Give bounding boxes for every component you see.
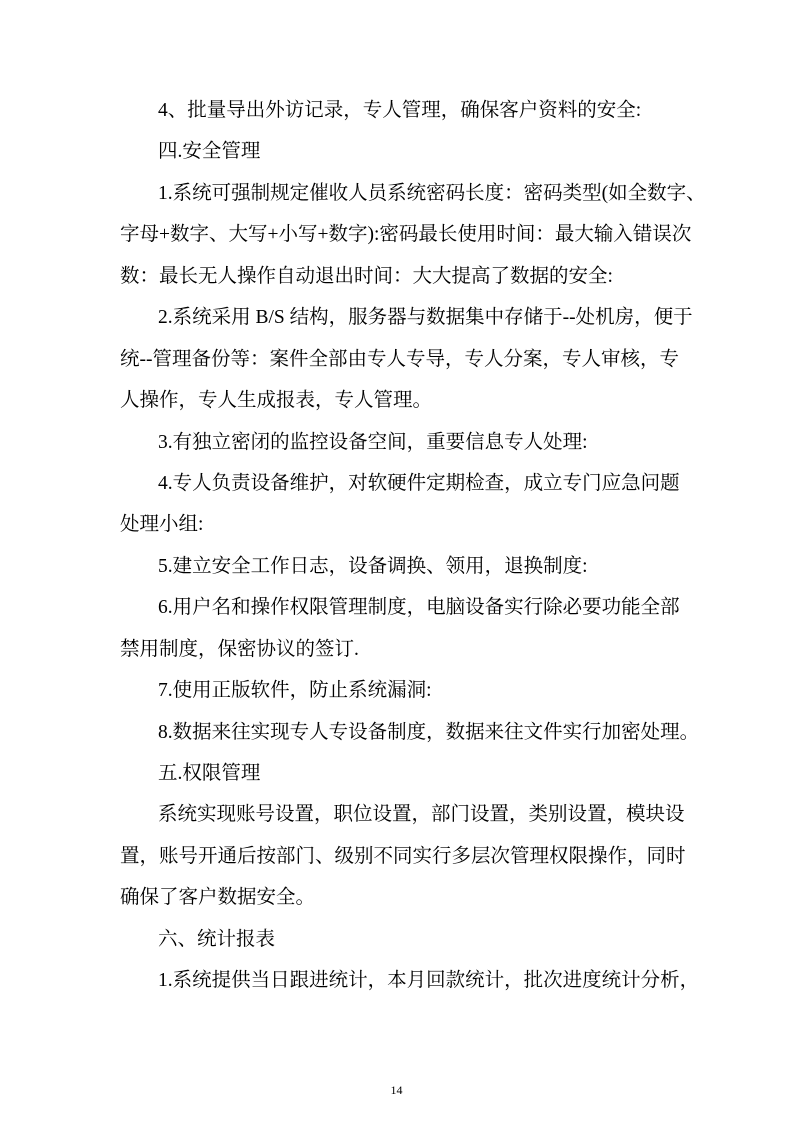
text-line: 3.有独立密闭的监控设备空间，重要信息专人处理:: [158, 431, 588, 453]
text-line: 人操作，专人生成报表，专人管理。: [120, 390, 433, 412]
text-line: 系统实现账号设置，职位设置，部门设置，类别设置，模块设: [158, 804, 685, 826]
page-number: 14: [390, 1083, 403, 1097]
text-line: 字母+数字、大写+小写+数字):密码最长使用时间：最大输入错误次: [120, 224, 692, 246]
text-line: 1.系统提供当日跟进统计，本月回款统计，批次进度统计分析，: [158, 970, 700, 992]
text-line: 5.建立安全工作日志，设备调换、领用，退换制度:: [158, 555, 588, 577]
text-line: 2.系统采用 B/S 结构，服务器与数据集中存储于--处机房，便于: [158, 307, 693, 329]
text-line: 置，账号开通后按部门、级别不同实行多层次管理权限操作，同时: [120, 845, 686, 867]
text-line: 处理小组:: [120, 514, 204, 536]
text-line: 六、统计报表: [158, 928, 276, 950]
text-line: 4、批量导出外访记录，专人管理，确保客户资料的安全:: [158, 100, 642, 121]
document-body: [120, 90, 706, 1002]
text-line: 禁用制度，保密协议的签订.: [120, 638, 359, 660]
text-line: 五.权限管理: [158, 763, 261, 784]
text-line: 7.使用正版软件，防止系统漏洞:: [158, 680, 432, 702]
text-line: 数：最长无人操作自动退出时间：大大提高了数据的安全:: [120, 265, 613, 287]
text-line: 4.专人负责设备维护，对软硬件定期检查，成立专门应急问题: [158, 472, 680, 494]
text-line: 确保了客户数据安全。: [120, 887, 316, 909]
text-line: 四.安全管理: [158, 141, 261, 163]
text-line: 1.系统可强制规定催收人员系统密码长度：密码类型(如全数字、: [158, 182, 706, 204]
text-line: 6.用户名和操作权限管理制度，电脑设备实行除必要功能全部: [158, 597, 680, 619]
text-line: 统--管理备份等：案件全部由专人专导，专人分案，专人审核，专: [120, 348, 679, 370]
text-line: 8.数据来往实现专人专设备制度，数据来往文件实行加密处理。: [158, 721, 700, 743]
